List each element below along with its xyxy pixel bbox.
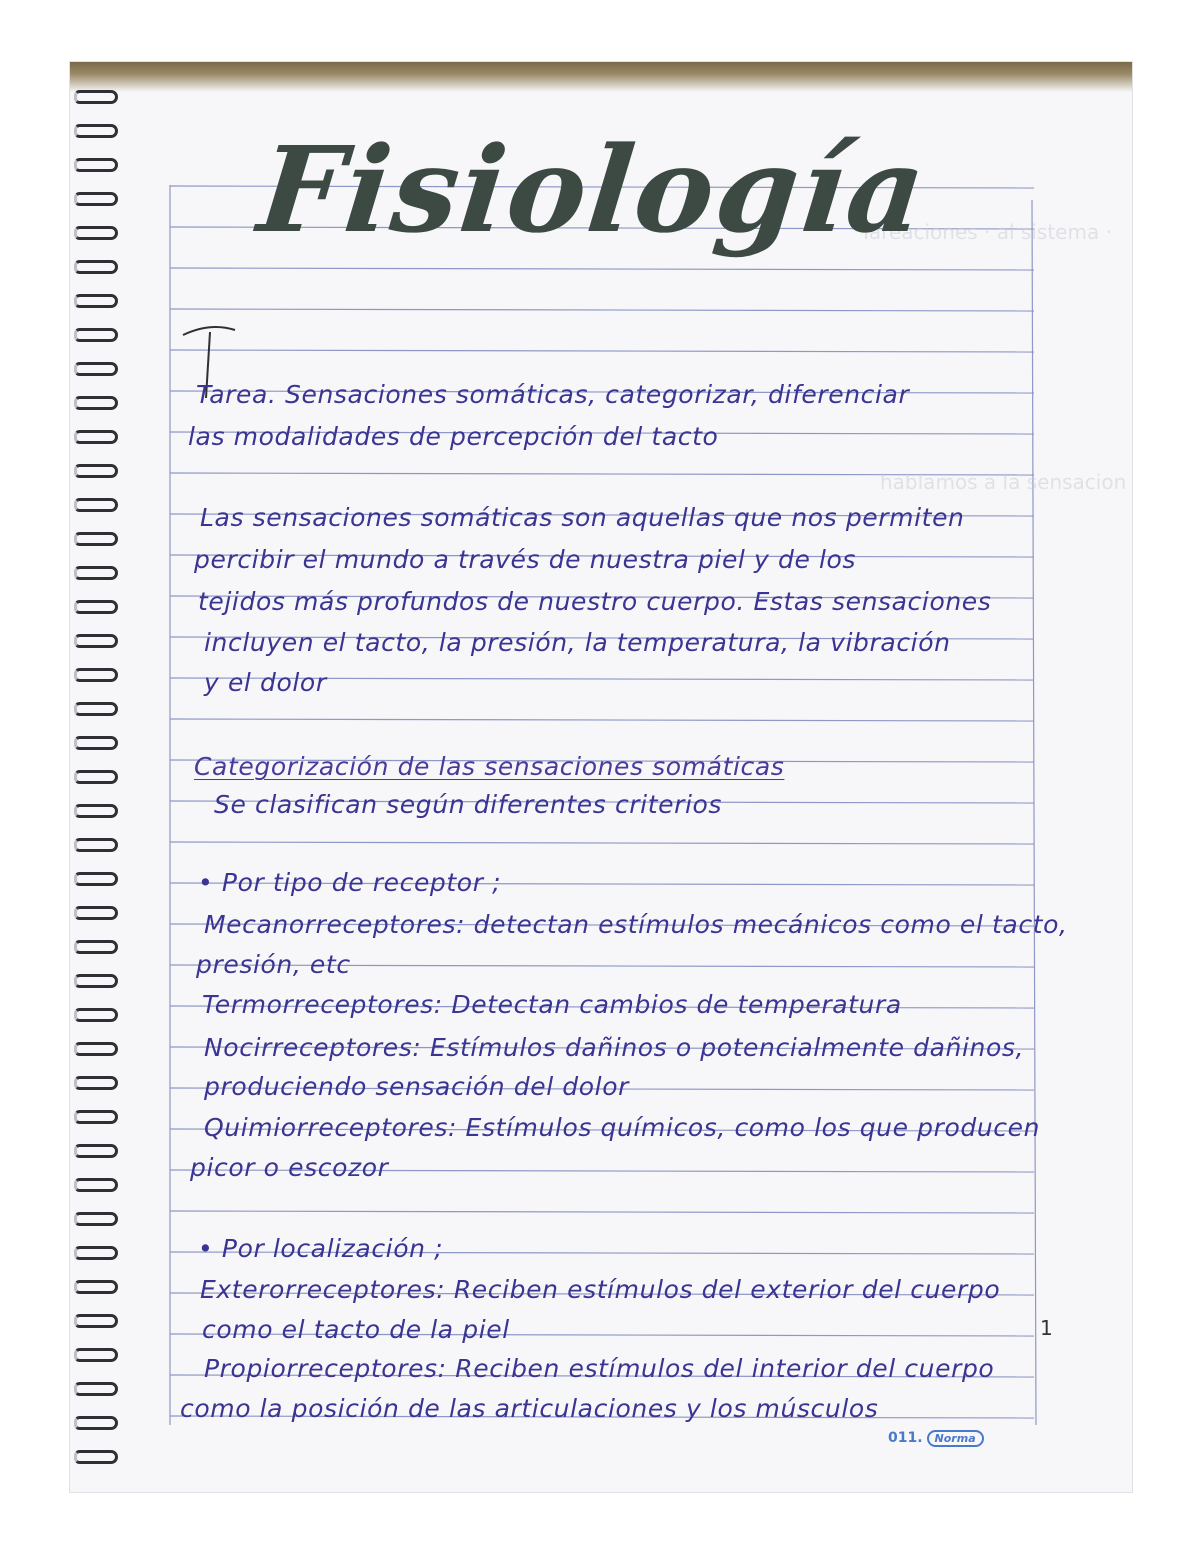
- spiral-ring: [74, 124, 118, 138]
- spiral-ring: [74, 940, 118, 954]
- spiral-ring: [74, 430, 118, 444]
- spiral-ring: [74, 702, 118, 716]
- spiral-ring: [74, 1178, 118, 1192]
- note-line: tejidos más profundos de nuestro cuerpo. Estas sensaciones: [198, 587, 992, 616]
- brand-logo: Norma: [927, 1430, 984, 1447]
- page-margin-mark: 1: [1040, 1316, 1053, 1340]
- note-line: percibir el mundo a través de nuestra piel y de los: [194, 545, 857, 574]
- spiral-ring: [74, 1110, 118, 1124]
- ruled-line: [170, 350, 1034, 352]
- spiral-ring: [74, 1416, 118, 1430]
- note-line: Exterorreceptores: Reciben estímulos del exterior del cuerpo: [200, 1275, 1001, 1304]
- spiral-ring: [74, 532, 118, 546]
- spiral-ring: [74, 464, 118, 478]
- spiral-ring: [74, 498, 118, 512]
- ruled-line: [170, 842, 1034, 844]
- spiral-ring: [74, 1314, 118, 1328]
- note-line: como la posición de las articulaciones y los músculos: [180, 1394, 879, 1423]
- brand-code: 011.: [888, 1430, 923, 1446]
- note-line: y el dolor: [204, 668, 327, 697]
- note-line: produciendo sensación del dolor: [204, 1072, 629, 1101]
- spiral-ring: [74, 566, 118, 580]
- spiral-ring: [74, 294, 118, 308]
- note-line: presión, etc: [196, 950, 351, 979]
- ruled-line: [170, 268, 1034, 270]
- note-line: Propiorreceptores: Reciben estímulos del interior del cuerpo: [204, 1354, 995, 1383]
- spiral-ring: [74, 158, 118, 172]
- ruled-line: [170, 309, 1034, 311]
- bleed-through-text: hablamos a la sensacion: [880, 470, 1127, 494]
- spiral-ring: [74, 226, 118, 240]
- spiral-ring: [74, 1450, 118, 1464]
- note-line: Mecanorreceptores: detectan estímulos mecánicos como el tacto,: [204, 910, 1068, 939]
- note-line: como el tacto de la piel: [202, 1315, 510, 1344]
- bullet-heading: • Por localización ;: [198, 1234, 444, 1263]
- spiral-ring: [74, 396, 118, 410]
- page-title: Fisiología: [252, 120, 934, 259]
- spiral-ring: [74, 1008, 118, 1022]
- spiral-ring: [74, 1144, 118, 1158]
- spiral-ring: [74, 634, 118, 648]
- spiral-ring: [74, 1042, 118, 1056]
- notebook-brand: [888, 1430, 984, 1447]
- note-line: Tarea. Sensaciones somáticas, categorizar, diferenciar: [196, 380, 910, 409]
- spiral-ring: [74, 668, 118, 682]
- spiral-ring: [74, 974, 118, 988]
- note-line: Termorreceptores: Detectan cambios de temperatura: [202, 990, 902, 1019]
- spiral-ring: [74, 736, 118, 750]
- bullet-heading: • Por tipo de receptor ;: [198, 868, 502, 897]
- spiral-ring: [74, 1246, 118, 1260]
- spiral-ring: [74, 906, 118, 920]
- spiral-ring: [74, 328, 118, 342]
- spiral-ring: [74, 1382, 118, 1396]
- spiral-ring: [74, 1280, 118, 1294]
- spiral-ring: [74, 90, 118, 104]
- spiral-ring: [74, 1348, 118, 1362]
- spiral-ring: [74, 260, 118, 274]
- spiral-ring: [74, 1076, 118, 1090]
- spiral-ring: [74, 192, 118, 206]
- ruled-line: [170, 719, 1034, 721]
- section-heading: Categorización de las sensaciones somáticas: [194, 752, 785, 781]
- note-line: picor o escozor: [190, 1153, 389, 1182]
- note-line: Se clasifican según diferentes criterios: [214, 790, 723, 819]
- bleed-through-text: Tareaciones · al sistema ·: [860, 220, 1112, 244]
- ruled-line: [170, 1211, 1034, 1213]
- note-line: las modalidades de percepción del tacto: [188, 422, 719, 451]
- spiral-ring: [74, 770, 118, 784]
- note-line: Nocirreceptores: Estímulos dañinos o potencialmente dañinos,: [204, 1033, 1025, 1062]
- spiral-ring: [74, 600, 118, 614]
- right-margin-line: [1032, 200, 1036, 1425]
- spiral-ring: [74, 838, 118, 852]
- spiral-ring: [74, 804, 118, 818]
- spiral-ring: [74, 1212, 118, 1226]
- spiral-binding: [68, 90, 128, 1480]
- note-line: Las sensaciones somáticas son aquellas que nos permiten: [200, 503, 965, 532]
- spiral-ring: [74, 362, 118, 376]
- note-line: Quimiorreceptores: Estímulos químicos, como los que producen: [204, 1113, 1041, 1142]
- spiral-ring: [74, 872, 118, 886]
- note-line: incluyen el tacto, la presión, la temperatura, la vibración: [204, 628, 951, 657]
